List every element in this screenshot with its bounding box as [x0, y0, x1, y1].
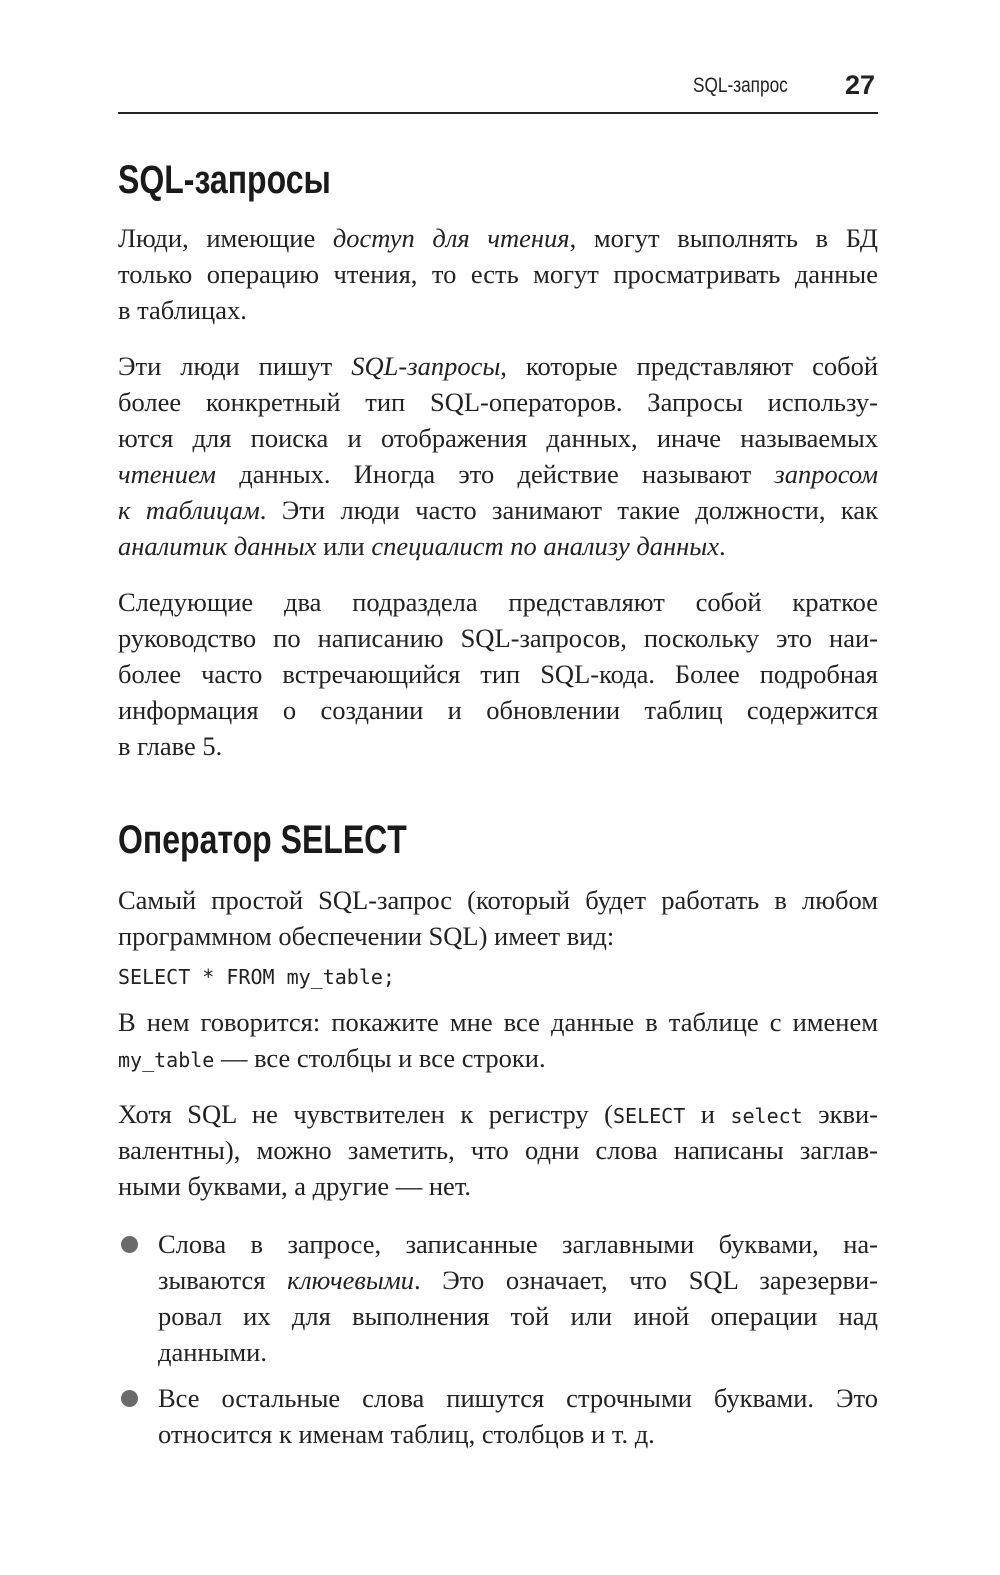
section-heading: Оператор SELECT	[118, 818, 407, 862]
text-line	[118, 492, 878, 528]
text-run: более конкретный тип SQL-операторов. Запросы использу-	[118, 387, 878, 417]
inline-code: my_table	[118, 1048, 215, 1072]
italic-term: SQL-запросы	[351, 351, 501, 381]
paragraph	[118, 220, 878, 328]
text-line	[118, 918, 878, 954]
italic-term: специалист по анализу данных	[371, 531, 720, 561]
bullet-icon	[121, 1390, 138, 1407]
text-run: данными.	[158, 1337, 267, 1367]
text-run: более часто встречающийся тип SQL-кода. Более подробная	[118, 659, 878, 689]
italic-term: аналитик данных	[118, 531, 317, 561]
section-heading: SQL-запросы	[118, 158, 331, 202]
paragraph	[118, 882, 878, 954]
text-line	[118, 292, 878, 328]
text-line	[118, 1168, 878, 1204]
text-line	[118, 1132, 878, 1168]
text-run: Эти люди пишут	[118, 351, 352, 381]
text-run: только операцию чтения, то есть могут просматривать данные	[118, 259, 878, 289]
italic-term: ключевыми	[287, 1265, 414, 1295]
text-line	[158, 1334, 878, 1370]
text-line	[118, 528, 878, 564]
text-run: Люди, имеющие	[118, 223, 333, 253]
code-sample: SELECT * FROM my_table;	[118, 965, 395, 989]
text-run: валентны), можно заметить, что одни слова написаны заглав-	[118, 1135, 878, 1165]
paragraph	[118, 348, 878, 564]
text-line	[158, 1226, 878, 1262]
inline-code: SELECT	[612, 1104, 686, 1128]
italic-term: запросом	[774, 459, 878, 489]
text-run: экви-	[802, 1099, 878, 1129]
text-line	[118, 728, 878, 764]
bullet-icon	[121, 1236, 138, 1253]
paragraph	[118, 584, 878, 764]
italic-term: доступ для чтения	[332, 223, 570, 253]
text-run: , которые представляют собой	[500, 351, 878, 381]
text-line	[118, 348, 878, 384]
text-run: . Это означает, что SQL зарезерви-	[414, 1265, 878, 1295]
text-run: Следующие два подраздела представляют собой краткое	[118, 587, 878, 617]
text-run: Все остальные слова пишутся строчными буквами. Это	[158, 1383, 878, 1413]
text-run: .	[719, 531, 726, 561]
italic-term: чтением	[118, 459, 216, 489]
text-run: или	[316, 531, 372, 561]
text-line	[118, 220, 878, 256]
text-line	[118, 1040, 878, 1076]
text-run: относится к именам таблиц, столбцов и т. д.	[158, 1419, 655, 1449]
text-run: Слова в запросе, записанные заглавными буквами, на-	[158, 1229, 878, 1259]
text-line	[118, 584, 878, 620]
page-number: 27	[845, 70, 876, 100]
text-run: информация о создании и обновлении таблиц содержится	[118, 695, 878, 725]
text-run: В нем говорится: покажите мне все данные в таблице с именем	[118, 1007, 878, 1037]
text-line	[118, 420, 878, 456]
text-run: программном обеспечении SQL) имеет вид:	[118, 921, 615, 951]
text-run: руководство по написанию SQL-запросов, поскольку это наи-	[118, 623, 878, 653]
text-line	[118, 256, 878, 292]
text-run: ются для поиска и отображения данных, иначе называемых	[118, 423, 878, 453]
text-line	[158, 1380, 878, 1416]
italic-term: к таблицам	[118, 495, 260, 525]
text-line	[118, 882, 878, 918]
text-line	[118, 656, 878, 692]
text-line	[118, 384, 878, 420]
text-run: и	[685, 1099, 731, 1129]
text-run: , могут выполнять в БД	[569, 223, 878, 253]
paragraph	[118, 1004, 878, 1076]
text-run: Самый простой SQL-запрос (который будет работать в любом	[118, 885, 878, 915]
text-run: . Эти люди часто занимают такие должности, как	[259, 495, 878, 525]
text-line	[118, 1096, 878, 1132]
paragraph	[118, 1096, 878, 1204]
bullet-item	[158, 1380, 878, 1452]
bullet-item	[158, 1226, 878, 1370]
text-line	[158, 1298, 878, 1334]
inline-code: select	[730, 1104, 803, 1128]
text-run: — все столбцы и все строки.	[214, 1043, 546, 1073]
text-line	[158, 1262, 878, 1298]
text-line	[158, 1416, 878, 1452]
text-run: в главе 5.	[118, 731, 223, 761]
running-title: SQL-запрос	[693, 74, 788, 97]
text-run: в таблицах.	[118, 295, 247, 325]
text-run: данных. Иногда это действие называют	[215, 459, 775, 489]
text-line	[118, 456, 878, 492]
text-run: зываются	[158, 1265, 288, 1295]
text-run: Хотя SQL не чувствителен к регистру (	[118, 1099, 613, 1129]
text-run: ными буквами, а другие — нет.	[118, 1171, 472, 1201]
text-run: ровал их для выполнения той или иной операции над	[158, 1301, 878, 1331]
text-line	[118, 692, 878, 728]
text-line	[118, 620, 878, 656]
header-rule	[118, 112, 878, 114]
text-line	[118, 1004, 878, 1040]
